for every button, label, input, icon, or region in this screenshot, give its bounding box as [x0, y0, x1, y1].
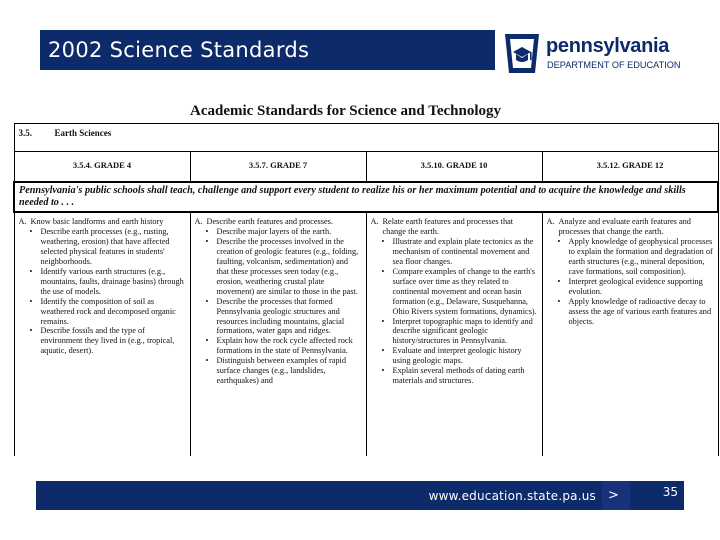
standard-heading: A. Analyze and evaluate earth features and processes that change the earth.: [546, 216, 691, 236]
grade-header-row: [14, 152, 718, 182]
standard-bullet: • Identify the composition of soil as weathered rock and decomposed organic remains.: [29, 297, 186, 327]
footer-url: www.education.state.pa.us: [428, 489, 596, 503]
standard-bullet: • Describe earth processes (e.g., rusting, weathering, erosion) that have affected selected physical features in students' neighborhoods.: [29, 227, 186, 267]
next-arrow-icon[interactable]: >: [602, 481, 630, 510]
document-title: Academic Standards for Science and Technology: [190, 103, 501, 119]
footer-bar: [36, 481, 602, 510]
section-row: [14, 124, 718, 152]
logo-wordmark: pennsylvania: [546, 35, 670, 57]
standard-bullet: • Describe the processes involved in the creation of geologic features (e.g., folding, faulting, volcanism, sedimentation) and that these processes seen today (e.g., erosion, weathering crustal plate movement) are similar to those in the past.: [205, 237, 362, 297]
standard-bullet: • Illustrate and explain plate tectonics as the mechanism of continental movement and sea floor changes.: [381, 237, 538, 267]
standard-bullet: • Describe the processes that formed Pennsylvania geologic structures and resources including mountains, glacial formations, water gaps and ridges.: [205, 297, 362, 337]
slide-title: 2002 Science Standards: [48, 38, 310, 62]
standard-bullet: • Apply knowledge of radioactive decay to assess the age of various earth features and objects.: [557, 297, 714, 327]
section-number: 3.5.: [18, 128, 32, 138]
standards-content-row: [14, 212, 718, 456]
standard-bullet: • Explain how the rock cycle affected rock formations in the state of Pennsylvania.: [205, 336, 362, 356]
standard-heading: A. Know basic landforms and earth history: [18, 216, 164, 226]
grade-header: 3.5.12. GRADE 12: [542, 152, 718, 182]
standard-heading: A. Relate earth features and processes that change the earth.: [370, 216, 514, 236]
grade-column: [14, 212, 190, 456]
standard-heading: A. Describe earth features and processes.: [194, 216, 333, 226]
standard-bullet: • Interpret geological evidence supporting evolution.: [557, 277, 714, 297]
grade-header: 3.5.7. GRADE 7: [190, 152, 366, 182]
intro-text: Pennsylvania's public schools shall teach, challenge and support every student to realize his or her maximum potential and to acquire the knowledge and skills needed to . . .: [14, 182, 718, 212]
grade-column: [190, 212, 366, 456]
standard-bullet: • Evaluate and interpret geologic history using geologic maps.: [381, 346, 538, 366]
standard-bullet: • Describe major layers of the earth.: [205, 227, 362, 237]
intro-row: [14, 182, 718, 212]
standard-bullet: • Identify various earth structures (e.g., mountains, faults, drainage basins) through the use of models.: [29, 267, 186, 297]
section-name: Earth Sciences: [54, 128, 112, 138]
logo-department: DEPARTMENT OF EDUCATION: [547, 60, 681, 70]
grade-header: 3.5.4. GRADE 4: [14, 152, 190, 182]
standard-bullet: • Apply knowledge of geophysical processes to explain the formation and degradation of earth structures (e.g., mineral deposition, cave formations, soil composition).: [557, 237, 714, 277]
standard-bullet: • Interpret topographic maps to identify and describe significant geologic history/structures in Pennsylvania.: [381, 317, 538, 347]
grade-header: 3.5.10. GRADE 10: [366, 152, 542, 182]
standards-table: [13, 123, 719, 456]
keystone-icon: [500, 30, 544, 76]
standard-bullet: • Distinguish between examples of rapid surface changes (e.g., landslides, earthquakes) and: [205, 356, 362, 386]
page-number: 35: [630, 481, 684, 510]
slide-title-bar: [40, 30, 495, 70]
section-cell: [14, 124, 718, 152]
standard-bullet: • Compare examples of change to the earth's surface over time as they related to continental movement and ocean basin formation (e.g., Delaware, Susquehanna, Ohio Rivers system formations, dynamics).: [381, 267, 538, 317]
standard-bullet: • Describe fossils and the type of environment they lived in (e.g., tropical, aquatic, desert).: [29, 326, 186, 356]
grade-column: [542, 212, 718, 456]
standard-bullet: • Explain several methods of dating earth materials and structures.: [381, 366, 538, 386]
grade-column: [366, 212, 542, 456]
pde-logo: [500, 30, 700, 76]
